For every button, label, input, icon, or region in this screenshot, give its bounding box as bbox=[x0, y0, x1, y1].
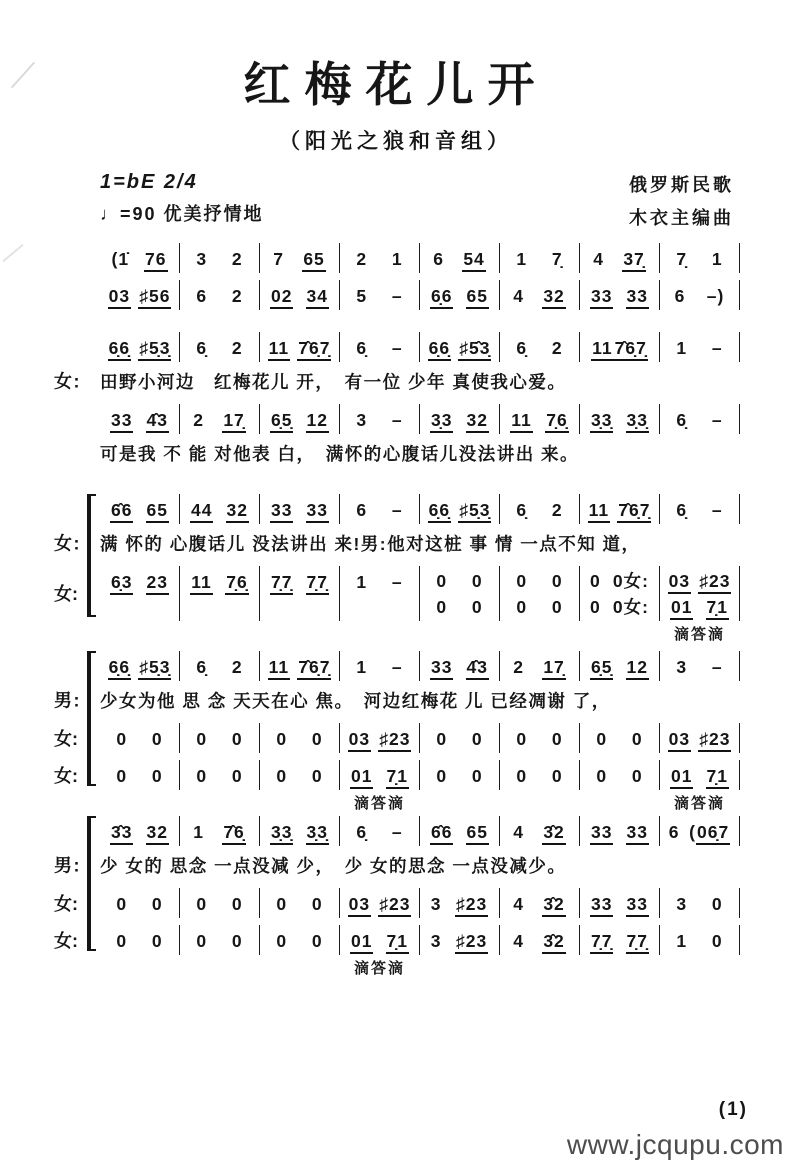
measure: 66 65 bbox=[420, 816, 500, 846]
measure: 11 767 bbox=[260, 651, 340, 681]
measure: 2 17 bbox=[500, 651, 580, 681]
measure: 03 ♯23 bbox=[340, 888, 420, 918]
measure: 4 32 bbox=[500, 280, 580, 310]
measure: 65 12 bbox=[260, 404, 340, 434]
lyric-line bbox=[54, 688, 740, 714]
measure: (1 76 bbox=[100, 243, 180, 273]
measure: 33 33 bbox=[580, 816, 660, 846]
credits-block bbox=[629, 171, 734, 237]
measure: 11 76 bbox=[500, 404, 580, 434]
notes-line bbox=[54, 760, 740, 812]
measure: 33 33 bbox=[260, 494, 340, 524]
notes-line bbox=[100, 280, 740, 310]
measure: 3 0 bbox=[660, 888, 740, 918]
measure: 0 0 bbox=[260, 760, 340, 790]
notes-line bbox=[100, 404, 740, 434]
music-system bbox=[54, 332, 740, 468]
measure: 0 0 bbox=[260, 888, 340, 918]
measure: 66 ♯53 bbox=[100, 651, 180, 681]
lyric-line bbox=[100, 441, 740, 467]
measure: 77 77 bbox=[580, 925, 660, 955]
measure: 01 71 滴答滴 bbox=[340, 760, 420, 790]
measure: 03 ♯56 bbox=[100, 280, 180, 310]
measure: 7 65 bbox=[260, 243, 340, 273]
lyric-line bbox=[54, 369, 740, 395]
lyric-text: 田野小河边 红梅花儿 开， 有一位 少年 真使我心爱。 bbox=[100, 372, 567, 392]
measure: 6 –) bbox=[660, 280, 740, 310]
notes-line bbox=[100, 243, 740, 273]
voice-label: 女: bbox=[54, 894, 78, 915]
notes-line bbox=[54, 888, 740, 918]
watermark: www.jcqupu.com bbox=[566, 1129, 784, 1160]
notes-line bbox=[54, 723, 740, 753]
voice-label: 女: bbox=[54, 766, 78, 786]
measure: 6 – bbox=[340, 494, 420, 524]
sub-lyric: 滴答滴 bbox=[353, 795, 405, 812]
measure: 0 0 bbox=[100, 723, 180, 753]
measure: 0 0 bbox=[180, 925, 260, 955]
measure: 33 43 bbox=[420, 651, 500, 681]
measure: 6 (067 bbox=[660, 816, 740, 846]
lyric-line bbox=[54, 853, 740, 879]
lyric-text: 少女为他 思 念 天天在心 焦。 河边红梅花 儿 已经凋谢 了， bbox=[100, 690, 611, 711]
measure: 01 71 滴答滴 bbox=[340, 925, 420, 955]
measure: 11 767 bbox=[580, 332, 660, 362]
credit-source: 俄罗斯民歌 bbox=[629, 175, 734, 195]
measure: 0 0 bbox=[580, 723, 660, 753]
measure: 0 0女: 0 0女: bbox=[580, 566, 660, 621]
measure: 3 – bbox=[660, 651, 740, 681]
measure: 2 1 bbox=[340, 243, 420, 273]
voice-label: 男: bbox=[54, 690, 81, 711]
measure: 1 0 bbox=[660, 925, 740, 955]
lyric-text: 可是我 不 能 对他表 白， 满怀的心腹话儿没法讲出 来。 bbox=[100, 444, 580, 465]
measure: 0 0 bbox=[180, 760, 260, 790]
measure: 6 2 bbox=[180, 332, 260, 362]
key-signature: 1=bE 2/4 bbox=[100, 171, 198, 193]
measure: 0 0 bbox=[260, 925, 340, 955]
voice-label: 女: bbox=[54, 584, 78, 605]
notes-line bbox=[100, 494, 740, 524]
measure: 0 0 bbox=[180, 888, 260, 918]
measure: 0 0 bbox=[260, 723, 340, 753]
measure: 0 0 bbox=[180, 723, 260, 753]
measure: 11 767 bbox=[260, 332, 340, 362]
measure: 5 – bbox=[340, 280, 420, 310]
score-meta bbox=[100, 171, 734, 237]
measure: 63 23 bbox=[100, 566, 180, 621]
measure: 0 0 bbox=[500, 760, 580, 790]
measure: 66 65 bbox=[100, 494, 180, 524]
measure: 6 – bbox=[340, 816, 420, 846]
tempo-marking: ♩=90 优美抒情地 bbox=[100, 204, 264, 224]
measure: 0 0 0 0 bbox=[500, 566, 580, 621]
measure: 1 76 bbox=[180, 816, 260, 846]
measure: 3 ♯23 bbox=[420, 925, 500, 955]
lyric-line bbox=[54, 531, 740, 557]
lyric-text: 少 女的 思念 一点没减 少， 少 女的思念 一点没减少。 bbox=[100, 856, 567, 876]
measure: 03 ♯23 bbox=[660, 723, 740, 753]
measure: 0 0 bbox=[100, 888, 180, 918]
sub-lyric: 滴答滴 bbox=[673, 625, 725, 643]
measure: 33 32 bbox=[420, 404, 500, 434]
measure: 33 33 bbox=[580, 888, 660, 918]
credit-arranger: 木衣主编曲 bbox=[629, 208, 734, 228]
measure: 02 34 bbox=[260, 280, 340, 310]
measure: 33 32 bbox=[100, 816, 180, 846]
measure: 6 2 bbox=[500, 332, 580, 362]
measure: 0 0 bbox=[100, 925, 180, 955]
measure: 77 77 bbox=[260, 566, 340, 621]
measure: 33 33 bbox=[260, 816, 340, 846]
measure: 6 54 bbox=[420, 243, 500, 273]
measure: 3 ♯23 bbox=[420, 888, 500, 918]
measure: 11 76 bbox=[180, 566, 260, 621]
measure: 2 17 bbox=[180, 404, 260, 434]
score bbox=[54, 243, 740, 978]
measure: 4 32 bbox=[500, 816, 580, 846]
measure: 0 0 bbox=[100, 760, 180, 790]
measure: 44 32 bbox=[180, 494, 260, 524]
notes-line bbox=[100, 816, 740, 846]
measure: 6 – bbox=[660, 404, 740, 434]
measure: 3 – bbox=[340, 404, 420, 434]
voice-label: 女: bbox=[54, 371, 81, 392]
sub-lyric: 滴答滴 bbox=[353, 960, 405, 978]
measure: 33 43 bbox=[100, 404, 180, 434]
measure: 11 767 bbox=[580, 494, 660, 524]
measure: 0 0 0 0 bbox=[420, 566, 500, 621]
measure: 1 – bbox=[340, 566, 420, 621]
notes-line bbox=[54, 566, 740, 643]
measure: 33 33 bbox=[580, 280, 660, 310]
voice-label: 女: bbox=[54, 729, 78, 749]
notes-line bbox=[100, 651, 740, 681]
measure: 4 32 bbox=[500, 925, 580, 955]
music-system bbox=[54, 651, 740, 812]
measure: 0 0 bbox=[420, 760, 500, 790]
voice-label: 男: bbox=[54, 855, 81, 876]
measure: 6 2 bbox=[180, 280, 260, 310]
measure: 4 37 bbox=[580, 243, 660, 273]
measure: 0 0 bbox=[580, 760, 660, 790]
measure: 66 ♯53 bbox=[420, 494, 500, 524]
measure: 1 – bbox=[340, 651, 420, 681]
song-title: 红梅花儿开 bbox=[243, 58, 549, 113]
notes-line bbox=[100, 332, 740, 362]
measure: 33 33 bbox=[580, 404, 660, 434]
song-subtitle: （阳光之狼和音组） bbox=[279, 130, 513, 153]
measure: 03 ♯23 bbox=[340, 723, 420, 753]
measure: 6 2 bbox=[500, 494, 580, 524]
voice-label: 女: bbox=[54, 931, 78, 952]
lyric-text: 满 怀的 心腹话儿 没法讲出 来!男:他对这桩 事 情 一点不知 道， bbox=[100, 533, 641, 554]
measure: 4 32 bbox=[500, 888, 580, 918]
measure: 6 2 bbox=[180, 651, 260, 681]
measure: 65 12 bbox=[580, 651, 660, 681]
sub-lyric: 滴答滴 bbox=[673, 795, 725, 812]
notes-line bbox=[54, 925, 740, 978]
measure: 01 71 滴答滴 bbox=[660, 760, 740, 790]
measure: 0 0 bbox=[420, 723, 500, 753]
measure: 3 2 bbox=[180, 243, 260, 273]
music-system bbox=[100, 243, 740, 310]
measure: 03 ♯23 01 71 滴答滴 bbox=[660, 566, 740, 621]
measure: 1 – bbox=[660, 332, 740, 362]
measure: 0 0 bbox=[500, 723, 580, 753]
measure: 66 ♯53 bbox=[420, 332, 500, 362]
music-system bbox=[54, 494, 740, 643]
measure: 66 ♯53 bbox=[100, 332, 180, 362]
page-number: (1) bbox=[718, 1099, 748, 1120]
measure: 6 – bbox=[340, 332, 420, 362]
pen-mark bbox=[2, 244, 23, 262]
voice-label: 女: bbox=[54, 533, 81, 554]
measure: 1 7 bbox=[500, 243, 580, 273]
key-tempo-block bbox=[100, 171, 264, 226]
measure: 6 – bbox=[660, 494, 740, 524]
music-system bbox=[54, 816, 740, 978]
measure: 66 65 bbox=[420, 280, 500, 310]
measure: 7 1 bbox=[660, 243, 740, 273]
